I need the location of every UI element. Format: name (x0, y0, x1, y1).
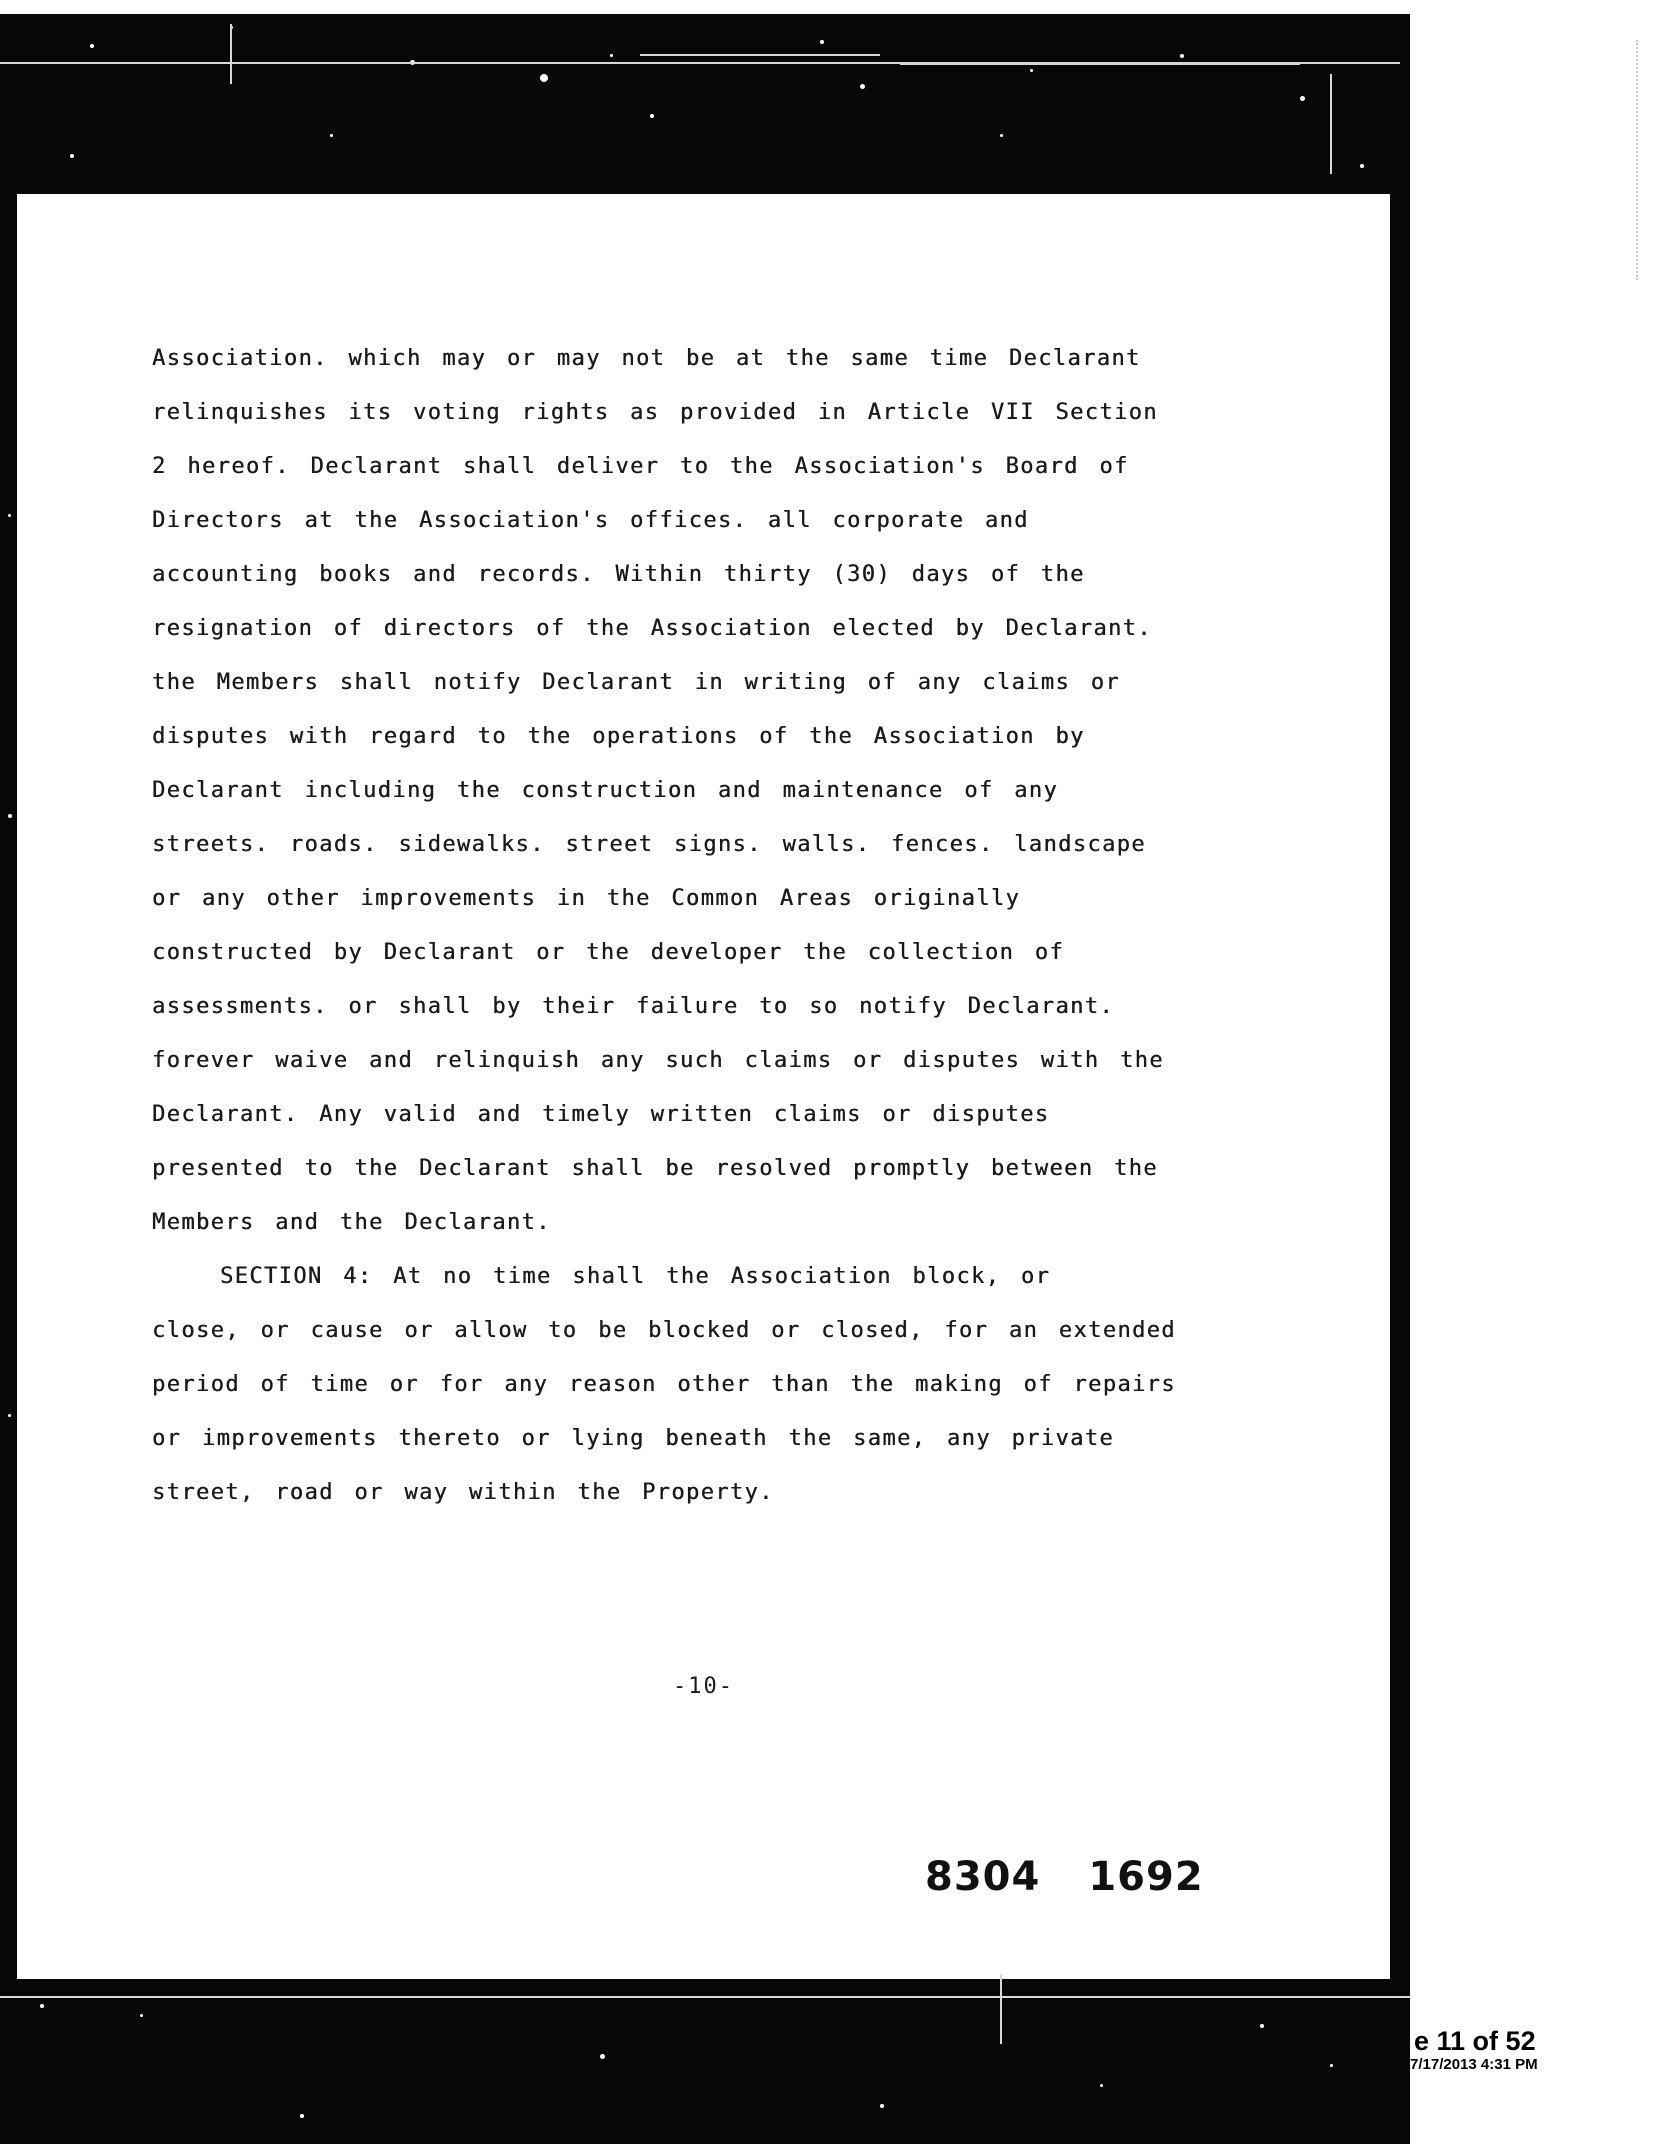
scan-speck (330, 134, 333, 137)
viewer-page-counter: e 11 of 52 (1414, 2026, 1536, 2056)
scan-speck (1360, 164, 1364, 168)
text-line: or any other improvements in the Common Areas originally (152, 886, 1021, 911)
recording-page-number: 1692 (1088, 1854, 1204, 1900)
section-4-heading-line: SECTION 4: At no time shall the Association block, or (220, 1264, 1051, 1289)
scan-speck (1330, 2064, 1333, 2067)
document-body (152, 332, 1224, 1520)
scan-scratch (900, 64, 1300, 65)
scan-speck (1180, 54, 1184, 58)
page-number: -10- (673, 1674, 734, 1699)
scan-scratch (1330, 74, 1332, 174)
scan-speck (1300, 96, 1305, 101)
text-line: constructed by Declarant or the developer the collection of (152, 940, 1065, 965)
text-line: resignation of directors of the Association elected by Declarant. (152, 616, 1152, 641)
scan-speck (300, 2114, 304, 2118)
scan-speck (650, 114, 654, 118)
book-number: 8304 (925, 1854, 1041, 1900)
text-line: relinquishes its voting rights as provided in Article VII Section (152, 400, 1158, 425)
scan-scratch (640, 54, 880, 56)
scan-scratch (230, 24, 232, 84)
text-line: presented to the Declarant shall be resolved promptly between the (152, 1156, 1158, 1181)
scan-speck (1100, 2084, 1103, 2087)
scan-speck (860, 84, 865, 89)
text-line: streets. roads. sidewalks. street signs. walls. fences. landscape (152, 832, 1146, 857)
text-line: or improvements thereto or lying beneath the same, any private (152, 1426, 1114, 1451)
document-page (17, 194, 1390, 1979)
text-line: close, or cause or allow to be blocked or closed, for an extended (152, 1318, 1176, 1343)
scan-speck (140, 2014, 143, 2017)
text-line: period of time or for any reason other than the making of repairs (152, 1372, 1176, 1397)
text-line: accounting books and records. Within thirty (30) days of the (152, 562, 1085, 587)
margin-rule (1636, 40, 1638, 280)
scan-speck (1030, 69, 1033, 72)
scan-speck (40, 2004, 44, 2008)
scan-scratch (0, 1996, 1410, 1998)
text-line: 2 hereof. Declarant shall deliver to the Association's Board of (152, 454, 1129, 479)
scan-speck (1260, 2024, 1264, 2028)
text-line: Members and the Declarant. (152, 1210, 551, 1235)
text-line: forever waive and relinquish any such claims or disputes with the (152, 1048, 1164, 1073)
scan-scratch (1000, 1974, 1002, 2044)
text-line: Directors at the Association's offices. all corporate and (152, 508, 1029, 533)
scan-speck (8, 514, 11, 517)
text-line: Declarant including the construction and maintenance of any (152, 778, 1059, 803)
viewer-footer (1410, 2026, 1538, 2074)
scan-speck (600, 2054, 605, 2059)
scan-speck (8, 1414, 11, 1417)
text-line: Association. which may or may not be at the same time Declarant (152, 346, 1141, 371)
scan-speck (610, 54, 613, 57)
scan-speck (8, 814, 12, 818)
text-line: the Members shall notify Declarant in writing of any claims or (152, 670, 1120, 695)
scan-speck (540, 74, 548, 82)
text-line: disputes with regard to the operations of the Association by (152, 724, 1085, 749)
scanned-page-frame (0, 14, 1410, 2144)
scan-speck (820, 40, 824, 44)
book-page-stamp (925, 1854, 1204, 1900)
scan-speck (880, 2104, 884, 2108)
text-line: assessments. or shall by their failure to so notify Declarant. (152, 994, 1114, 1019)
viewer-timestamp: 7/17/2013 4:31 PM (1410, 2056, 1538, 2073)
text-line: street, road or way within the Property. (152, 1480, 774, 1505)
scan-speck (70, 154, 74, 158)
text-line: Declarant. Any valid and timely written claims or disputes (152, 1102, 1050, 1127)
scan-speck (1000, 134, 1003, 137)
scan-speck (90, 44, 94, 48)
scan-speck (1380, 1714, 1383, 1717)
